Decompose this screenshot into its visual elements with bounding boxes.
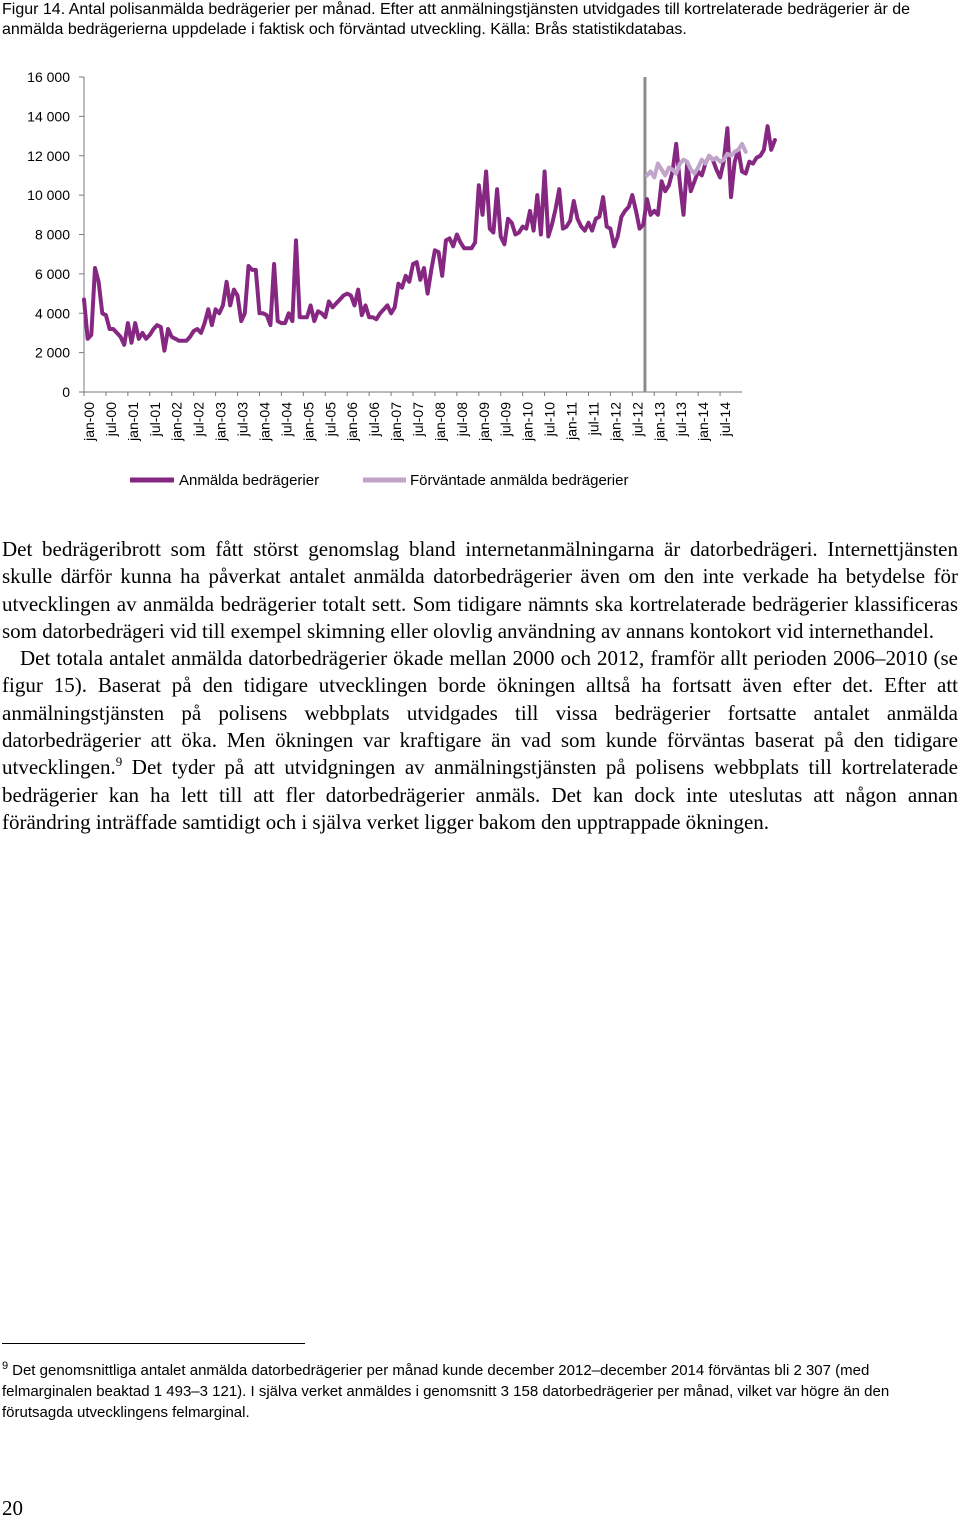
y-tick-label: 2 000: [34, 344, 70, 361]
figure-label: Figur 14.: [2, 1, 66, 18]
paragraph-2-text-b: Det tyder på att utvidgningen av anmälningstjänsten på polisens webbplats till kortrelaterade bedrägerier kan ha lett till att fler datorbedrägerier anmäls. Det kan dock inte uteslutas att någon annan förändring inträffade samtidigt och i själva verket ligger bakom den upptrappade ökningen.: [2, 755, 958, 834]
y-tick-label: 6 000: [34, 265, 70, 282]
x-tick-label: jul-09: [497, 402, 514, 437]
y-tick-label: 14 000: [27, 108, 70, 125]
y-tick-label: 16 000: [27, 69, 70, 85]
figure-caption-text: Antal polisanmälda bedrägerier per månad. Efter att anmälningstjänsten utvidgades till kortrelaterade bedrägerier är de anmälda bedrägerierna uppdelade i faktisk och förväntad utveckling. Källa: Brås statistikdatabas.: [2, 1, 911, 38]
x-tick-label: jan-11: [563, 402, 580, 440]
y-tick-label: 8 000: [34, 226, 70, 243]
x-tick-label: jan-07: [388, 402, 405, 441]
x-tick-label: jan-05: [300, 402, 317, 441]
x-tick-label: jan-02: [168, 402, 185, 441]
paragraph-2: [2, 645, 958, 836]
y-tick-label: 0: [62, 384, 70, 400]
x-tick-label: jul-04: [278, 402, 295, 437]
x-tick-label: jan-13: [651, 402, 668, 441]
footnote: [2, 1360, 952, 1423]
x-tick-label: jan-00: [81, 402, 97, 441]
x-tick-label: jan-01: [124, 402, 141, 441]
x-tick-label: jul-12: [629, 402, 646, 437]
footnote-number: 9: [2, 1360, 9, 1372]
page-number: 20: [2, 1496, 23, 1520]
x-tick-label: jan-14: [695, 402, 712, 441]
x-tick-label: jan-09: [475, 402, 492, 441]
y-tick-label: 10 000: [27, 187, 70, 204]
legend-label-actual: Anmälda bedrägerier: [179, 472, 320, 489]
figure-caption: [2, 0, 957, 40]
paragraph-2-text-a: Det totala antalet anmälda datorbedrägerier ökade mellan 2000 och 2012, framför allt perioden 2006–2010 (se figur 15). Baserat på den tidigare utvecklingen borde ökningen alltså ha fortsatt även efter det. Efter att anmälningstjänsten på polisens webbplats utvidgades till vissa bedrägerier fortsatte antalet anmälda datorbedrägerier att öka. Men ökningen var kraftigare än vad som kunde förväntas baserat på den tidigare utvecklingen.: [2, 646, 958, 780]
x-tick-label: jan-04: [256, 402, 273, 441]
x-tick-label: jul-03: [234, 402, 251, 437]
body-text: [2, 536, 958, 836]
legend-label-expected: Förväntade anmälda bedrägerier: [410, 472, 629, 489]
y-tick-label: 12 000: [27, 147, 70, 164]
x-tick-label: jul-10: [541, 402, 558, 437]
line-chart: [0, 60, 960, 500]
y-tick-label: 4 000: [34, 305, 70, 322]
x-tick-label: jul-00: [102, 402, 119, 437]
x-tick-label: jul-07: [410, 402, 426, 437]
x-tick-label: jan-03: [212, 402, 229, 441]
x-tick-label: jul-05: [322, 402, 339, 437]
x-tick-label: jan-12: [607, 402, 624, 441]
footnote-reference[interactable]: 9: [115, 754, 123, 770]
footnote-divider: [2, 1343, 305, 1344]
x-tick-label: jul-13: [673, 402, 690, 437]
actual-series-line: [84, 126, 775, 351]
x-tick-label: jul-01: [146, 402, 163, 437]
x-tick-label: jan-10: [519, 402, 536, 441]
footnote-text: Det genomsnittliga antalet anmälda datorbedrägerier per månad kunde december 2012–december 2014 förväntas bli 2 307 (med felmarginalen beaktad 1 493–3 121). I själva verket anmäldes i genomsnitt 3 158 datorbedrägerier per månad, vilket var högre än den förutsagda utvecklingens felmarginal.: [2, 1362, 890, 1421]
x-tick-label: jul-06: [366, 402, 383, 437]
x-tick-label: jul-14: [717, 402, 734, 437]
x-tick-label: jan-08: [431, 402, 448, 441]
chart-container: [0, 60, 960, 500]
x-tick-label: jan-06: [344, 402, 361, 441]
x-tick-label: jul-11: [585, 402, 602, 436]
x-tick-label: jul-08: [453, 402, 470, 437]
paragraph-1: Det bedrägeribrott som fått störst genomslag bland internetanmälningarna är datorbedrägeri. Internettjänsten skulle därför kunna ha påverkat antalet anmälda datorbedrägerier även om den inte verkade ha betydelse för utvecklingen av anmälda bedrägerier totalt sett. Som tidigare nämnts ska kortrelaterade bedrägerier klassificeras som datorbedrägeri vid till exempel skimning eller olovlig användning av annans kontokort vid internethandel.: [2, 537, 958, 643]
x-tick-label: jul-02: [190, 402, 207, 437]
